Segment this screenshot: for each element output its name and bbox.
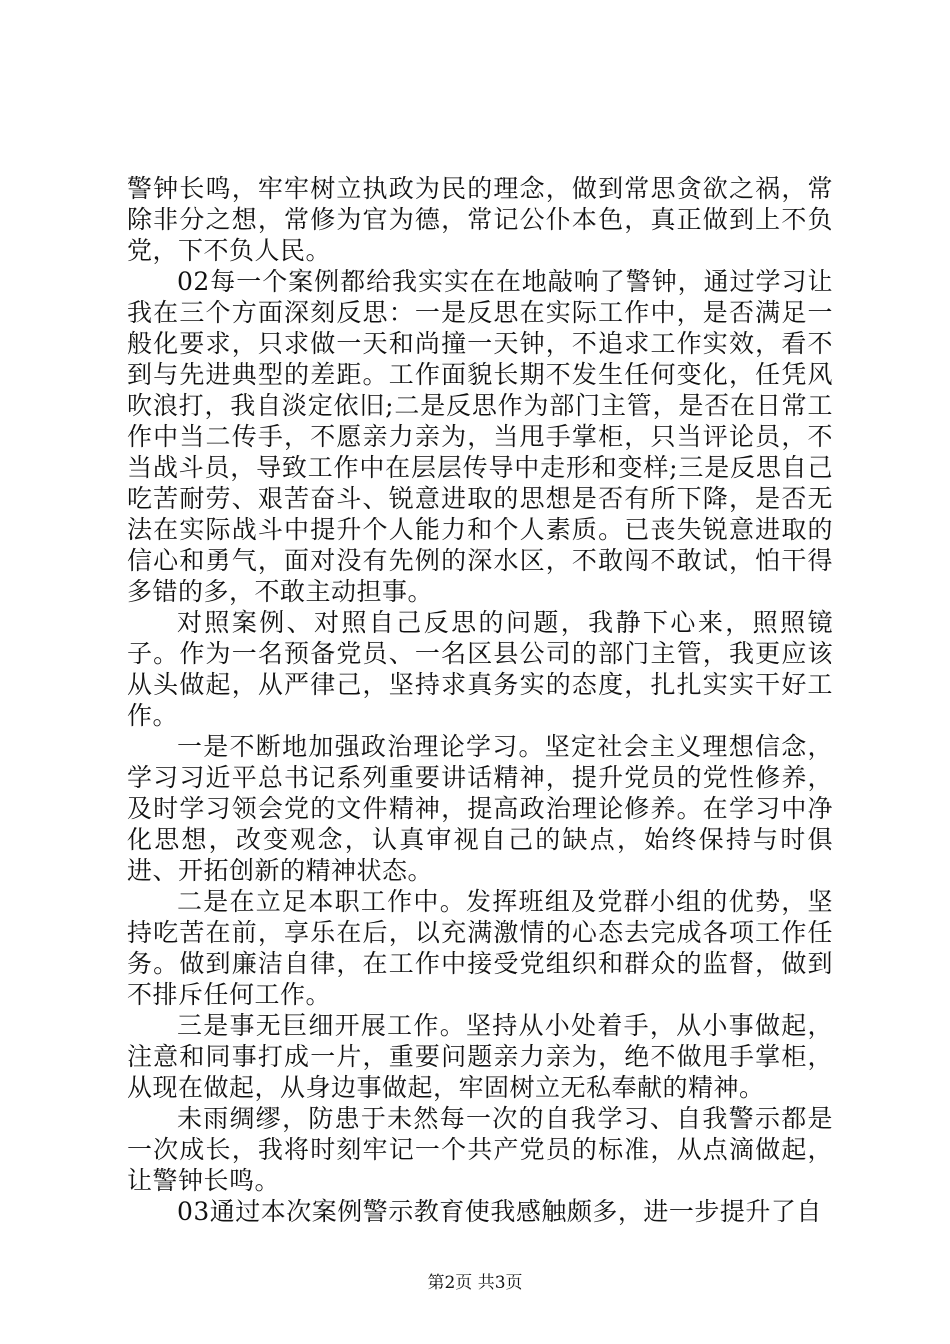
paragraph-3: 对照案例、对照自己反思的问题，我静下心来，照照镜子。作为一名预备党员、一名区县公司的部门主管，我更应该从头做起，从严律己，坚持求真务实的态度，扎扎实实干好工作。 (127, 608, 833, 730)
paragraph-1: 警钟长鸣，牢牢树立执政为民的理念，做到常思贪欲之祸，常除非分之想，常修为官为德，常记公仆本色，真正做到上不负党，下不负人民。 (127, 174, 833, 265)
paragraph-7: 未雨绸缪，防患于未然每一次的自我学习、自我警示都是一次成长，我将时刻牢记一个共产党员的标准，从点滴做起，让警钟长鸣。 (127, 1104, 833, 1195)
paragraph-5: 二是在立足本职工作中。发挥班组及党群小组的优势，坚持吃苦在前，享乐在后，以充满激情的心态去完成各项工作任务。做到廉洁自律，在工作中接受党组织和群众的监督，做到不排斥任何工作。 (127, 887, 833, 1009)
document-body (127, 173, 833, 1227)
paragraph-8: 03通过本次案例警示教育使我感触颇多，进一步提升了自 (177, 1197, 822, 1226)
paragraph-4: 一是不断地加强政治理论学习。坚定社会主义理想信念，学习习近平总书记系列重要讲话精神，提升党员的党性修养，及时学习领会党的文件精神，提高政治理论修养。在学习中净化思想，改变观念，认真审视自己的缺点，始终保持与时俱进、开拓创新的精神状态。 (127, 732, 833, 885)
paragraph-6: 三是事无巨细开展工作。坚持从小处着手，从小事做起，注意和同事打成一片，重要问题亲力亲为，绝不做甩手掌柜，从现在做起，从身边事做起，牢固树立无私奉献的精神。 (127, 1011, 833, 1102)
paragraph-2: 02每一个案例都给我实实在在地敲响了警钟，通过学习让我在三个方面深刻反思：一是反思在实际工作中，是否满足一般化要求，只求做一天和尚撞一天钟，不追求工作实效，看不到与先进典型的差距。工作面貌长期不发生任何变化，任凭风吹浪打，我自淡定依旧;二是反思作为部门主管，是否在日常工作中当二传手，不愿亲力亲为，当甩手掌柜，只当评论员，不当战斗员，导致工作中在层层传导中走形和变样;三是反思自己吃苦耐劳、艰苦奋斗、锐意进取的思想是否有所下降，是否无法在实际战斗中提升个人能力和个人素质。已丧失锐意进取的信心和勇气，面对没有先例的深水区，不敢闯不敢试，怕干得多错的多，不敢主动担事。 (127, 267, 833, 606)
page-number-label: 第2页 共3页 (427, 1273, 523, 1293)
page-footer (0, 1272, 950, 1294)
